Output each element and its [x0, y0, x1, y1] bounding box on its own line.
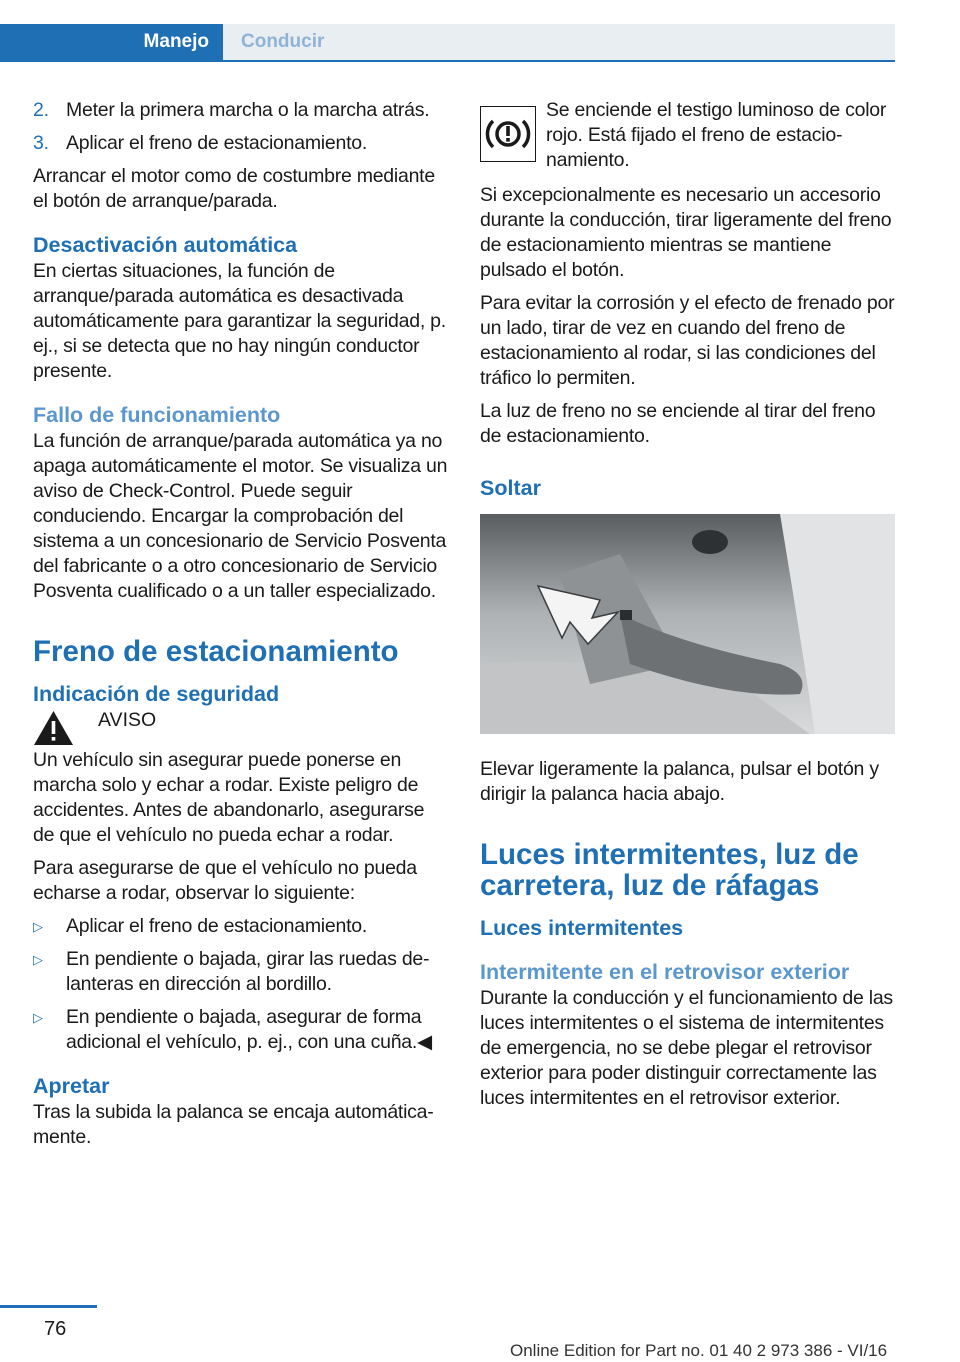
fault-paragraph: La función de arranque/parada automática ya no apaga automáticamente el motor. Se visualiza un aviso de Check-Control. Puede seguir conduciendo. Encargar la comprobación del sistema a un concesionario de Servicio Posventa del fabricante o a otro concesionario de Servicio Posventa cualificado o a un taller especializado. [33, 430, 448, 602]
warning-label: AVISO [98, 709, 157, 731]
bullet-text: Aplicar el freno de estacionamiento. [66, 915, 368, 937]
list-item [33, 1005, 448, 1055]
handbrake-photo [480, 514, 895, 734]
auto-off-paragraph: En ciertas situaciones, la función de arranque/parada automática es desactivada automáticamente para garantizar la seguridad, p. ej., si se detecta que no hay ningún conductor presente. [33, 260, 446, 382]
step-text: Aplicar el freno de estacionamiento. [66, 132, 368, 154]
steps-list [33, 98, 448, 156]
bullet-text: En pendiente o bajada, asegurar de forma adicional el vehículo, p. ej., con una cuña.◀ [66, 1006, 432, 1053]
bullet-triangle-icon: ▷ [33, 1010, 43, 1025]
page-number: 76 [44, 1318, 67, 1340]
bullet-triangle-icon: ▷ [33, 919, 43, 934]
step-number: 2. [33, 99, 49, 121]
page-header [0, 24, 895, 62]
step-number: 3. [33, 132, 49, 154]
fault-heading: Fallo de funcionamiento [33, 403, 281, 427]
step-text: Meter la primera marcha o la marcha atrás. [66, 99, 430, 121]
lights-heading: Luces intermitentes, luz de carretera, luz de ráfagas [480, 838, 859, 902]
list-item [33, 947, 448, 997]
right-column [480, 98, 898, 1119]
indicator-paragraph: Se enciende el testigo luminoso de color rojo. Está fijado el freno de estacionamiento. [546, 99, 887, 171]
warning-block [33, 708, 448, 746]
warning-paragraph: Un vehículo sin asegurar puede ponerse en marcha solo y echar a rodar. Existe peligro de accidentes. Antes de abandonarlo, asegurarse de que el vehículo no pueda echar a rodar. [33, 749, 425, 846]
start-paragraph: Arrancar el motor como de costumbre mediante el botón de arranque/parada. [33, 165, 435, 212]
tab-manejo[interactable]: Manejo [0, 24, 223, 60]
auto-off-heading: Desactivación automática [33, 233, 298, 257]
release-paragraph: Elevar ligeramente la palanca, pulsar el botón y dirigir la palanca hacia abajo. [480, 758, 879, 805]
safety-heading: Indicación de seguridad [33, 682, 280, 706]
list-item [33, 914, 448, 939]
left-column [33, 98, 448, 1158]
warning-triangle-icon [33, 710, 74, 746]
mirror-signal-paragraph: Durante la conducción y el funcionamiento de las luces intermitentes o el sistema de intermitentes de emergencia, no se debe plegar el retrovisor exterior para poder distinguir correctamente las luces intermitentes en el retrovisor exterior. [480, 987, 893, 1109]
bullet-text: En pendiente o bajada, girar las ruedas delanteras en dirección al bordillo. [66, 948, 430, 995]
edition-note: Online Edition for Part no. 01 40 2 973 386 - VI/16 [510, 1341, 888, 1360]
brake-light-paragraph: La luz de freno no se enciende al tirar del freno de estacionamiento. [480, 400, 876, 447]
precaution-list [33, 914, 448, 1055]
turn-signals-heading: Luces intermitentes [480, 916, 684, 940]
list-item [33, 98, 448, 123]
bullet-triangle-icon: ▷ [33, 952, 43, 967]
indicator-block [480, 98, 898, 173]
apply-paragraph: Tras la subida la palanca se encaja automáticamente. [33, 1101, 434, 1148]
mirror-signal-heading: Intermitente en el retrovisor exterior [480, 960, 850, 984]
ensure-paragraph: Para asegurarse de que el vehículo no pueda echarse a rodar, observar lo siguiente: [33, 857, 417, 904]
parking-brake-heading: Freno de estacionamiento [33, 635, 399, 668]
footer-rule [0, 1305, 97, 1308]
list-item [33, 131, 448, 156]
parking-brake-indicator-icon [480, 106, 536, 162]
release-heading: Soltar [480, 476, 541, 500]
apply-heading: Apretar [33, 1074, 110, 1098]
header-rule [0, 60, 895, 62]
tab-conducir[interactable]: Conducir [223, 24, 895, 60]
accessory-paragraph: Si excepcionalmente es necesario un accesorio durante la conducción, tirar ligeramente del freno de estacionamiento mientras se mantiene pulsado el botón. [480, 184, 892, 281]
corrosion-paragraph: Para evitar la corrosión y el efecto de frenado por un lado, tirar de vez en cuando del freno de estacionamiento al rodar, si las condiciones del tráfico lo permiten. [480, 292, 895, 389]
